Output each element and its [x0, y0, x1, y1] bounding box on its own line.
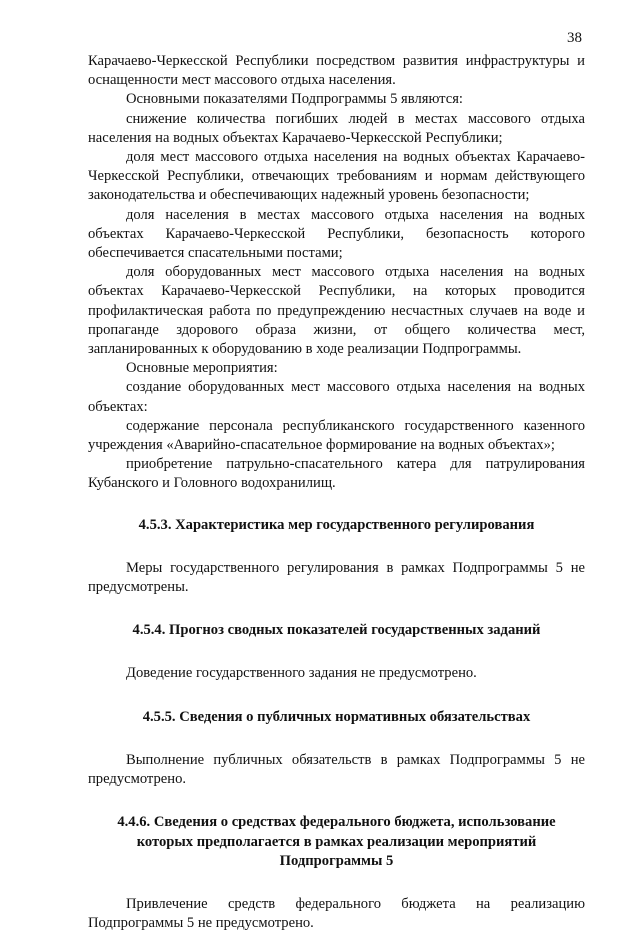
page-number: 38 [567, 30, 582, 46]
section-text: Меры государственного регулирования в рамках Подпрограммы 5 не предусмотрены. [88, 559, 585, 596]
section-heading: 4.4.6. Сведения о средствах федерального бюджета, использование которых предполагается в рамках реализации мероприятий Подпрограммы 5 [117, 814, 556, 869]
paragraph: доля оборудованных мест массового отдыха населения на водных объектах Карачаево-Черкесской Республики, на которых проводится профилактическая работа по предупреждению несчастных случаев на воде и пропаганде здорового образа жизни, от общего количества мест, запланированных к оборудованию в ходе реализации Подпрограммы. [88, 264, 585, 358]
section-heading: 4.5.5. Сведения о публичных нормативных обязательствах [142, 708, 531, 725]
paragraph: Основные мероприятия: [126, 360, 278, 377]
paragraph: Основными показателями Подпрограммы 5 являются: [126, 91, 463, 108]
paragraph: Карачаево-Черкесской Республики посредством развития инфраструктуры и оснащенности мест массового отдыха населения. [88, 53, 585, 89]
section-heading: 4.5.4. Прогноз сводных показателей государственных заданий [132, 622, 541, 639]
section-text: Выполнение публичных обязательств в рамках Подпрограммы 5 не предусмотрено. [88, 751, 585, 788]
paragraph: снижение количества погибших людей в местах массового отдыха населения на водных объектах Карачаево-Черкесской Республики; [88, 110, 585, 146]
section-text: Привлечение средств федерального бюджета на реализацию Подпрограммы 5 не предусмотрено. [88, 895, 585, 932]
paragraph: приобретение патрульно-спасательного катера для патрулирования Кубанского и Головного водохранилищ. [88, 456, 585, 492]
section-heading: 4.5.3. Характеристика мер государственного регулирования [138, 516, 535, 533]
paragraph: создание оборудованных мест массового отдыха населения на водных объектах: [88, 379, 585, 415]
section-text: Доведение государственного задания не предусмотрено. [126, 665, 477, 682]
document-body [88, 52, 585, 933]
paragraph: содержание персонала республиканского государственного казенного учреждения «Аварийно-спасательное формирование на водных объектах»; [88, 417, 585, 454]
paragraph: доля населения в местах массового отдыха населения на водных объектах Карачаево-Черкесской Республики, безопасность которого обеспечивается спасательными постами; [88, 206, 585, 262]
paragraph: доля мест массового отдыха населения на водных объектах Карачаево-Черкесской Республики, отвечающих требованиям и нормам действующего законодательства и обеспечивающих надежный уровень безопасности; [88, 149, 585, 204]
